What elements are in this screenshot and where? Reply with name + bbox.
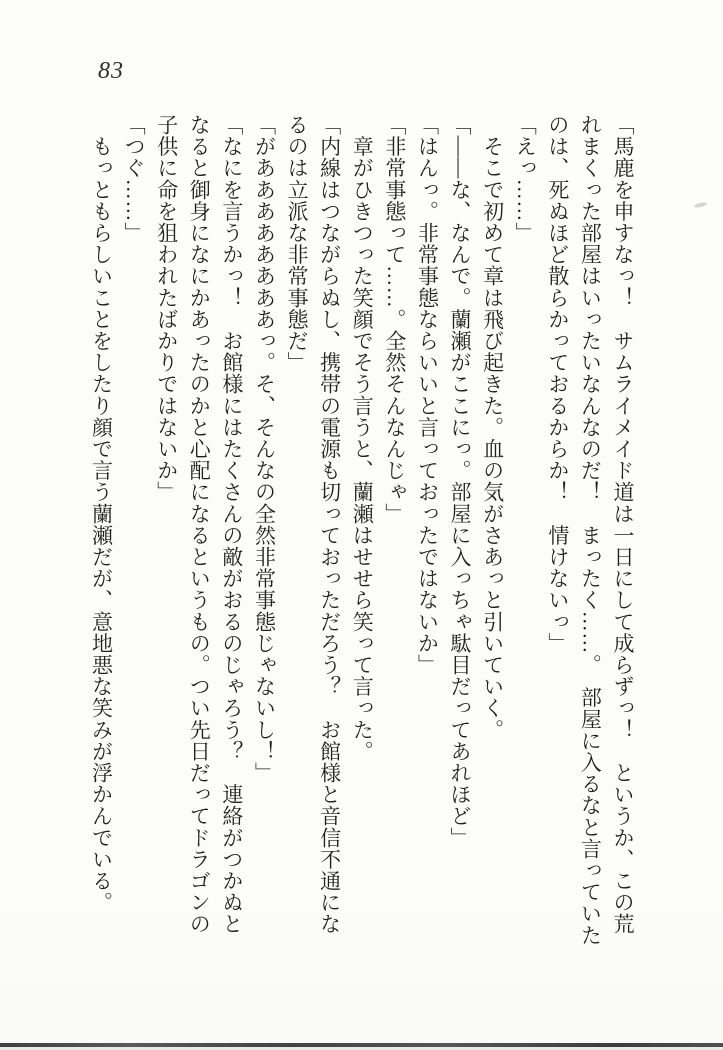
text-line: 「内線はつながらぬし、携帯の電源も切っておっただろう？ お館様と音信不通にな <box>317 114 342 935</box>
text-line: 「なにを言うかっ！ お館様にはたくさんの敵がおるのじゃろう？ 連絡がつかぬと <box>219 114 244 935</box>
text-line: 「つぐ……」 <box>122 114 147 244</box>
text-line: もっともらしいことをしたり顔で言う蘭瀬だが、意地悪な笑みが浮かんでいる。 <box>89 114 114 914</box>
page-text-block <box>85 114 639 959</box>
text-line: のは、死ぬほど散らかっておるからか！ 情けないっ」 <box>545 114 570 654</box>
text-line: なると御身になにかあったのかと心配になるというもの。つい先日だってドラゴンの <box>187 114 212 935</box>
text-line: 「馬鹿を申すなっ！ サムライメイド道は一日にして成らずっ！ というか、この荒 <box>611 114 635 935</box>
text-line: そこで初めて章は飛び起きた。血の気がさあっと引いていく。 <box>480 114 505 741</box>
text-line: 「非常事態って……。全然そんなんじゃ」 <box>382 114 407 525</box>
page-number: 83 <box>98 58 124 84</box>
text-line: 子供に命を狙われたばかりではないか」 <box>154 114 179 503</box>
text-line: 「えっ……」 <box>513 114 538 244</box>
text-line: れまくった部屋はいったいなんなのだ！ まったく……。 部屋に入るなと言っていた <box>578 114 603 946</box>
scan-smudge <box>694 202 708 209</box>
text-line: 「がああああああああっ。そ、そんなの全然非常事態じゃないし！」 <box>252 114 277 784</box>
text-line: 「――な、なんで。蘭瀬がここにっ。部屋に入っちゃ駄目だってあれほど」 <box>448 114 473 849</box>
text-line: るのは立派な非常事態だ」 <box>285 114 310 374</box>
text-line: 章がひきつった笑顔でそう言うと、蘭瀬はせせら笑って言った。 <box>350 114 375 762</box>
text-line: 「はんっ。非常事態ならいいと言っておったではないか」 <box>415 114 440 676</box>
